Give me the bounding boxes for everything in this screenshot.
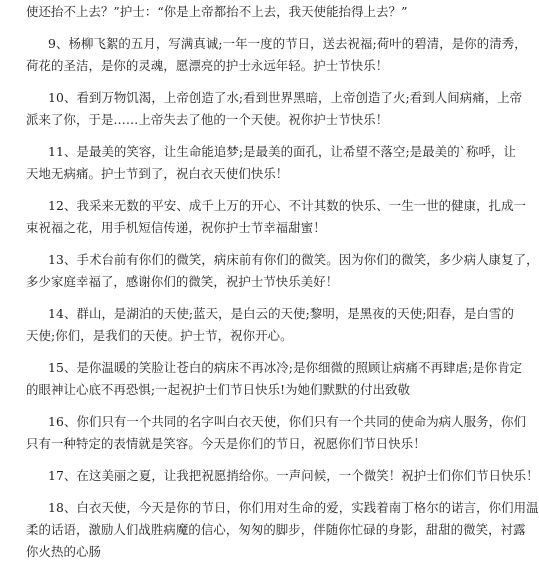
paragraph-13-line-2: 多少家庭幸福了，感谢你们的微笑，祝护士节快乐美好！	[26, 274, 339, 289]
paragraph-16-line-2: 只有一种特定的表情就是笑容。今天是你们的节日，祝愿你们节日快乐！	[26, 436, 426, 451]
paragraph-15-line-1: 15、是你温暖的笑脸让苍白的病床不再冰冷;是你细微的照顾让病痛不再肆虐;是你肯定	[48, 360, 523, 375]
text-line: 使还抬不上去？”护士：“你是上帝都抬不上去，我天使能抬得上去？”	[26, 4, 408, 19]
paragraph-18-line-3: 你火热的心肠	[26, 544, 101, 559]
paragraph-17-line-1: 17、在这美丽之夏，让我把祝愿捎给你。一声问候，一个微笑！祝护士们你们节日快乐！	[48, 468, 539, 483]
paragraph-11-line-2: 天地无病痛。护士节到了，祝白衣天使们快乐！	[26, 166, 289, 181]
paragraph-12-line-2: 束祝福之花，用手机短信传递，祝你护士节幸福甜蜜！	[26, 220, 326, 235]
paragraph-15-line-2: 的眼神让心底不再恐惧;一起祝护士们节日快乐!为她们默默的付出致敬	[26, 382, 411, 397]
paragraph-10-line-1: 10、看到万物饥渴，上帝创造了水;看到世界黑暗，上帝创造了火;看到人间病痛，上帝	[48, 90, 523, 105]
paragraph-11-line-1: 11、是最美的笑容，让生命能追梦;是最美的面孔，让希望不落空;是最美的`称呼，让	[48, 144, 516, 159]
paragraph-10-line-2: 派来了你，于是……上帝失去了他的一个天使。祝你护士节快乐！	[26, 112, 389, 127]
paragraph-9-line-1: 9、杨柳飞絮的五月，写满真诚;一年一度的节日，送去祝福;荷叶的碧清，是你的清秀，	[48, 36, 527, 51]
paragraph-16-line-1: 16、你们只有一个共同的名字叫白衣天使，你们只有一个共同的使命为病人服务，你们	[48, 414, 527, 429]
paragraph-18-line-2: 柔的话语，激励人们战胜病魔的信心，匆匆的脚步，伴随你忙碌的身影，甜甜的微笑，衬露	[26, 522, 526, 537]
paragraph-12-line-1: 12、我采来无数的平安、成千上万的开心、不计其数的快乐、一生一世的健康，扎成一	[48, 198, 527, 213]
paragraph-18-line-1: 18、白衣天使，今天是你的节日，你们用对生命的爱，实践着南丁格尔的诺言，你们用温	[48, 500, 539, 515]
paragraph-13-line-1: 13、手术台前有你们的微笑，病床前有你们的微笑。因为你们的微笑，多少病人康复了，	[48, 252, 539, 267]
paragraph-14-line-2: 天使;你们，是我们的天使。护士节，祝你开心。	[26, 328, 293, 343]
paragraph-14-line-1: 14、群山，是湖泊的天使;蓝天，是白云的天使;黎明，是黑夜的天使;阳春，是白雪的	[48, 306, 514, 321]
paragraph-9-line-2: 荷花的圣洁，是你的灵魂，愿漂亮的护士永远年轻。护士节快乐！	[26, 58, 389, 73]
